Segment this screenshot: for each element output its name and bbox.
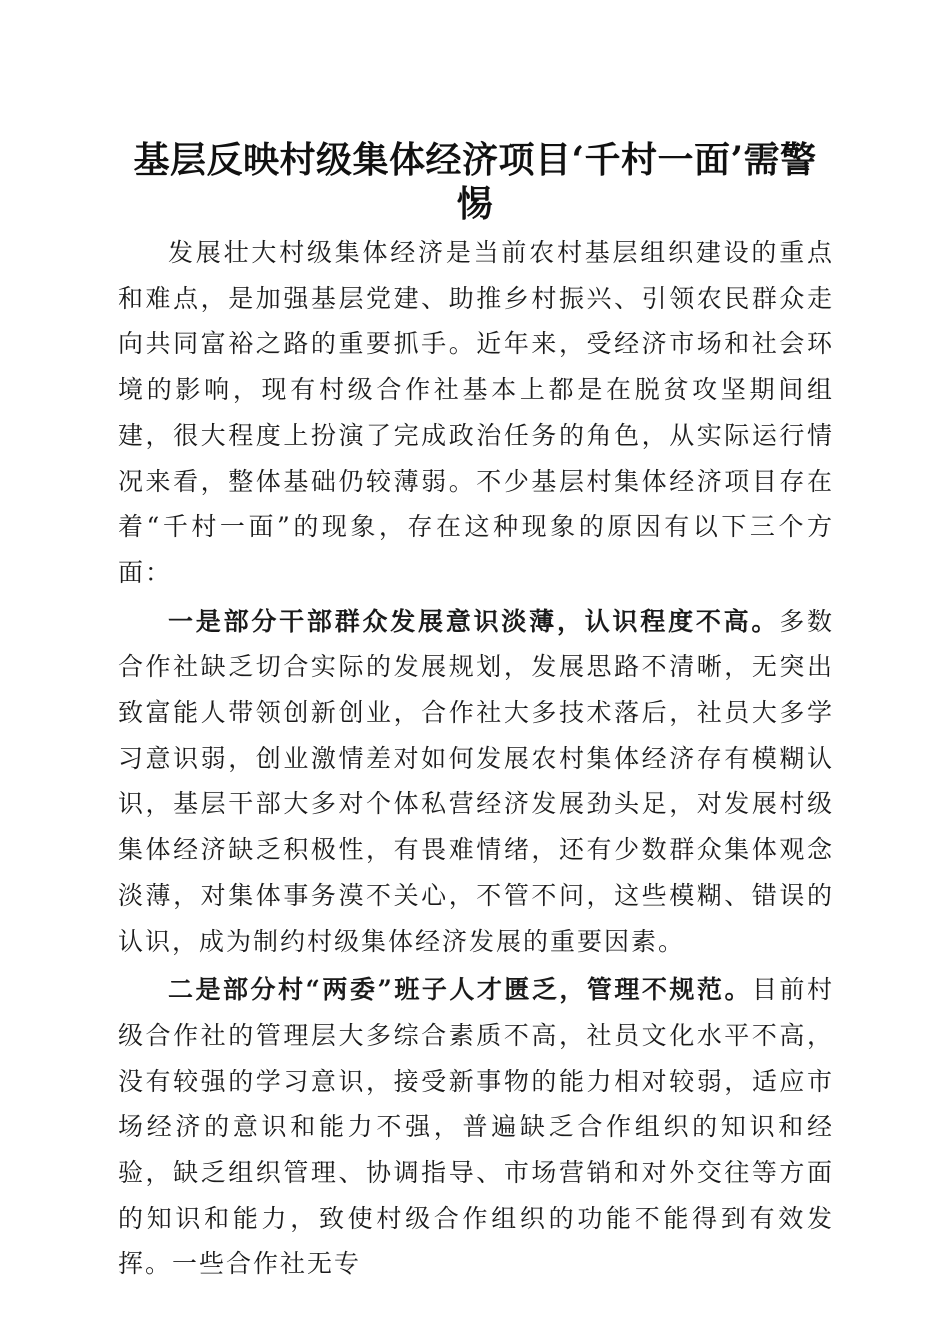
paragraph-text: 发展壮大村级集体经济是当前农村基层组织建设的重点和难点，是加强基层党建、助推乡村振兴、引领农民群众走向共同富裕之路的重要抓手。近年来，受经济市场和社会环境的影响，现有村级合作社基本上都是在脱贫攻坚期间组建，很大程度上扮演了完成政治任务的角色，从实际运行情况来看，整体基础仍较薄弱。不少基层村集体经济项目存在着“千村一面”的现象，存在这种现象的原因有以下三个方面： xyxy=(118,238,834,587)
paragraph-lead: 一是部分干部群众发展意识淡薄，认识程度不高。 xyxy=(168,606,780,636)
document-body xyxy=(118,230,834,1287)
paragraph-lead: 二是部分村“两委”班子人才匮乏，管理不规范。 xyxy=(168,975,752,1005)
paragraph-text: 目前村级合作社的管理层大多综合素质不高，社员文化水平不高，没有较强的学习意识，接受新事物的能力相对较弱，适应市场经济的意识和能力不强，普遍缺乏合作组织的知识和经验，缺乏组织管理、协调指导、市场营销和对外交往等方面的知识和能力，致使村级合作组织的功能不能得到有效发挥。一些合作社无专 xyxy=(118,975,834,1279)
paragraph-intro xyxy=(118,230,834,596)
document-title: 基层反映村级集体经济项目‘千村一面’需警惕 xyxy=(133,139,817,225)
paragraph-reason-two xyxy=(118,967,834,1287)
paragraph-reason-one xyxy=(118,599,834,965)
paragraph-text: 多数合作社缺乏切合实际的发展规划，发展思路不清晰，无突出致富能人带领创新创业，合作社大多技术落后，社员大多学习意识弱，创业激情差对如何发展农村集体经济存有模糊认识，基层干部大多对个体私营经济发展劲头足，对发展村级集体经济缺乏积极性，有畏难情绪，还有少数群众集体观念淡薄，对集体事务漠不关心，不管不问，这些模糊、错误的认识，成为制约村级集体经济发展的重要因素。 xyxy=(118,606,834,956)
